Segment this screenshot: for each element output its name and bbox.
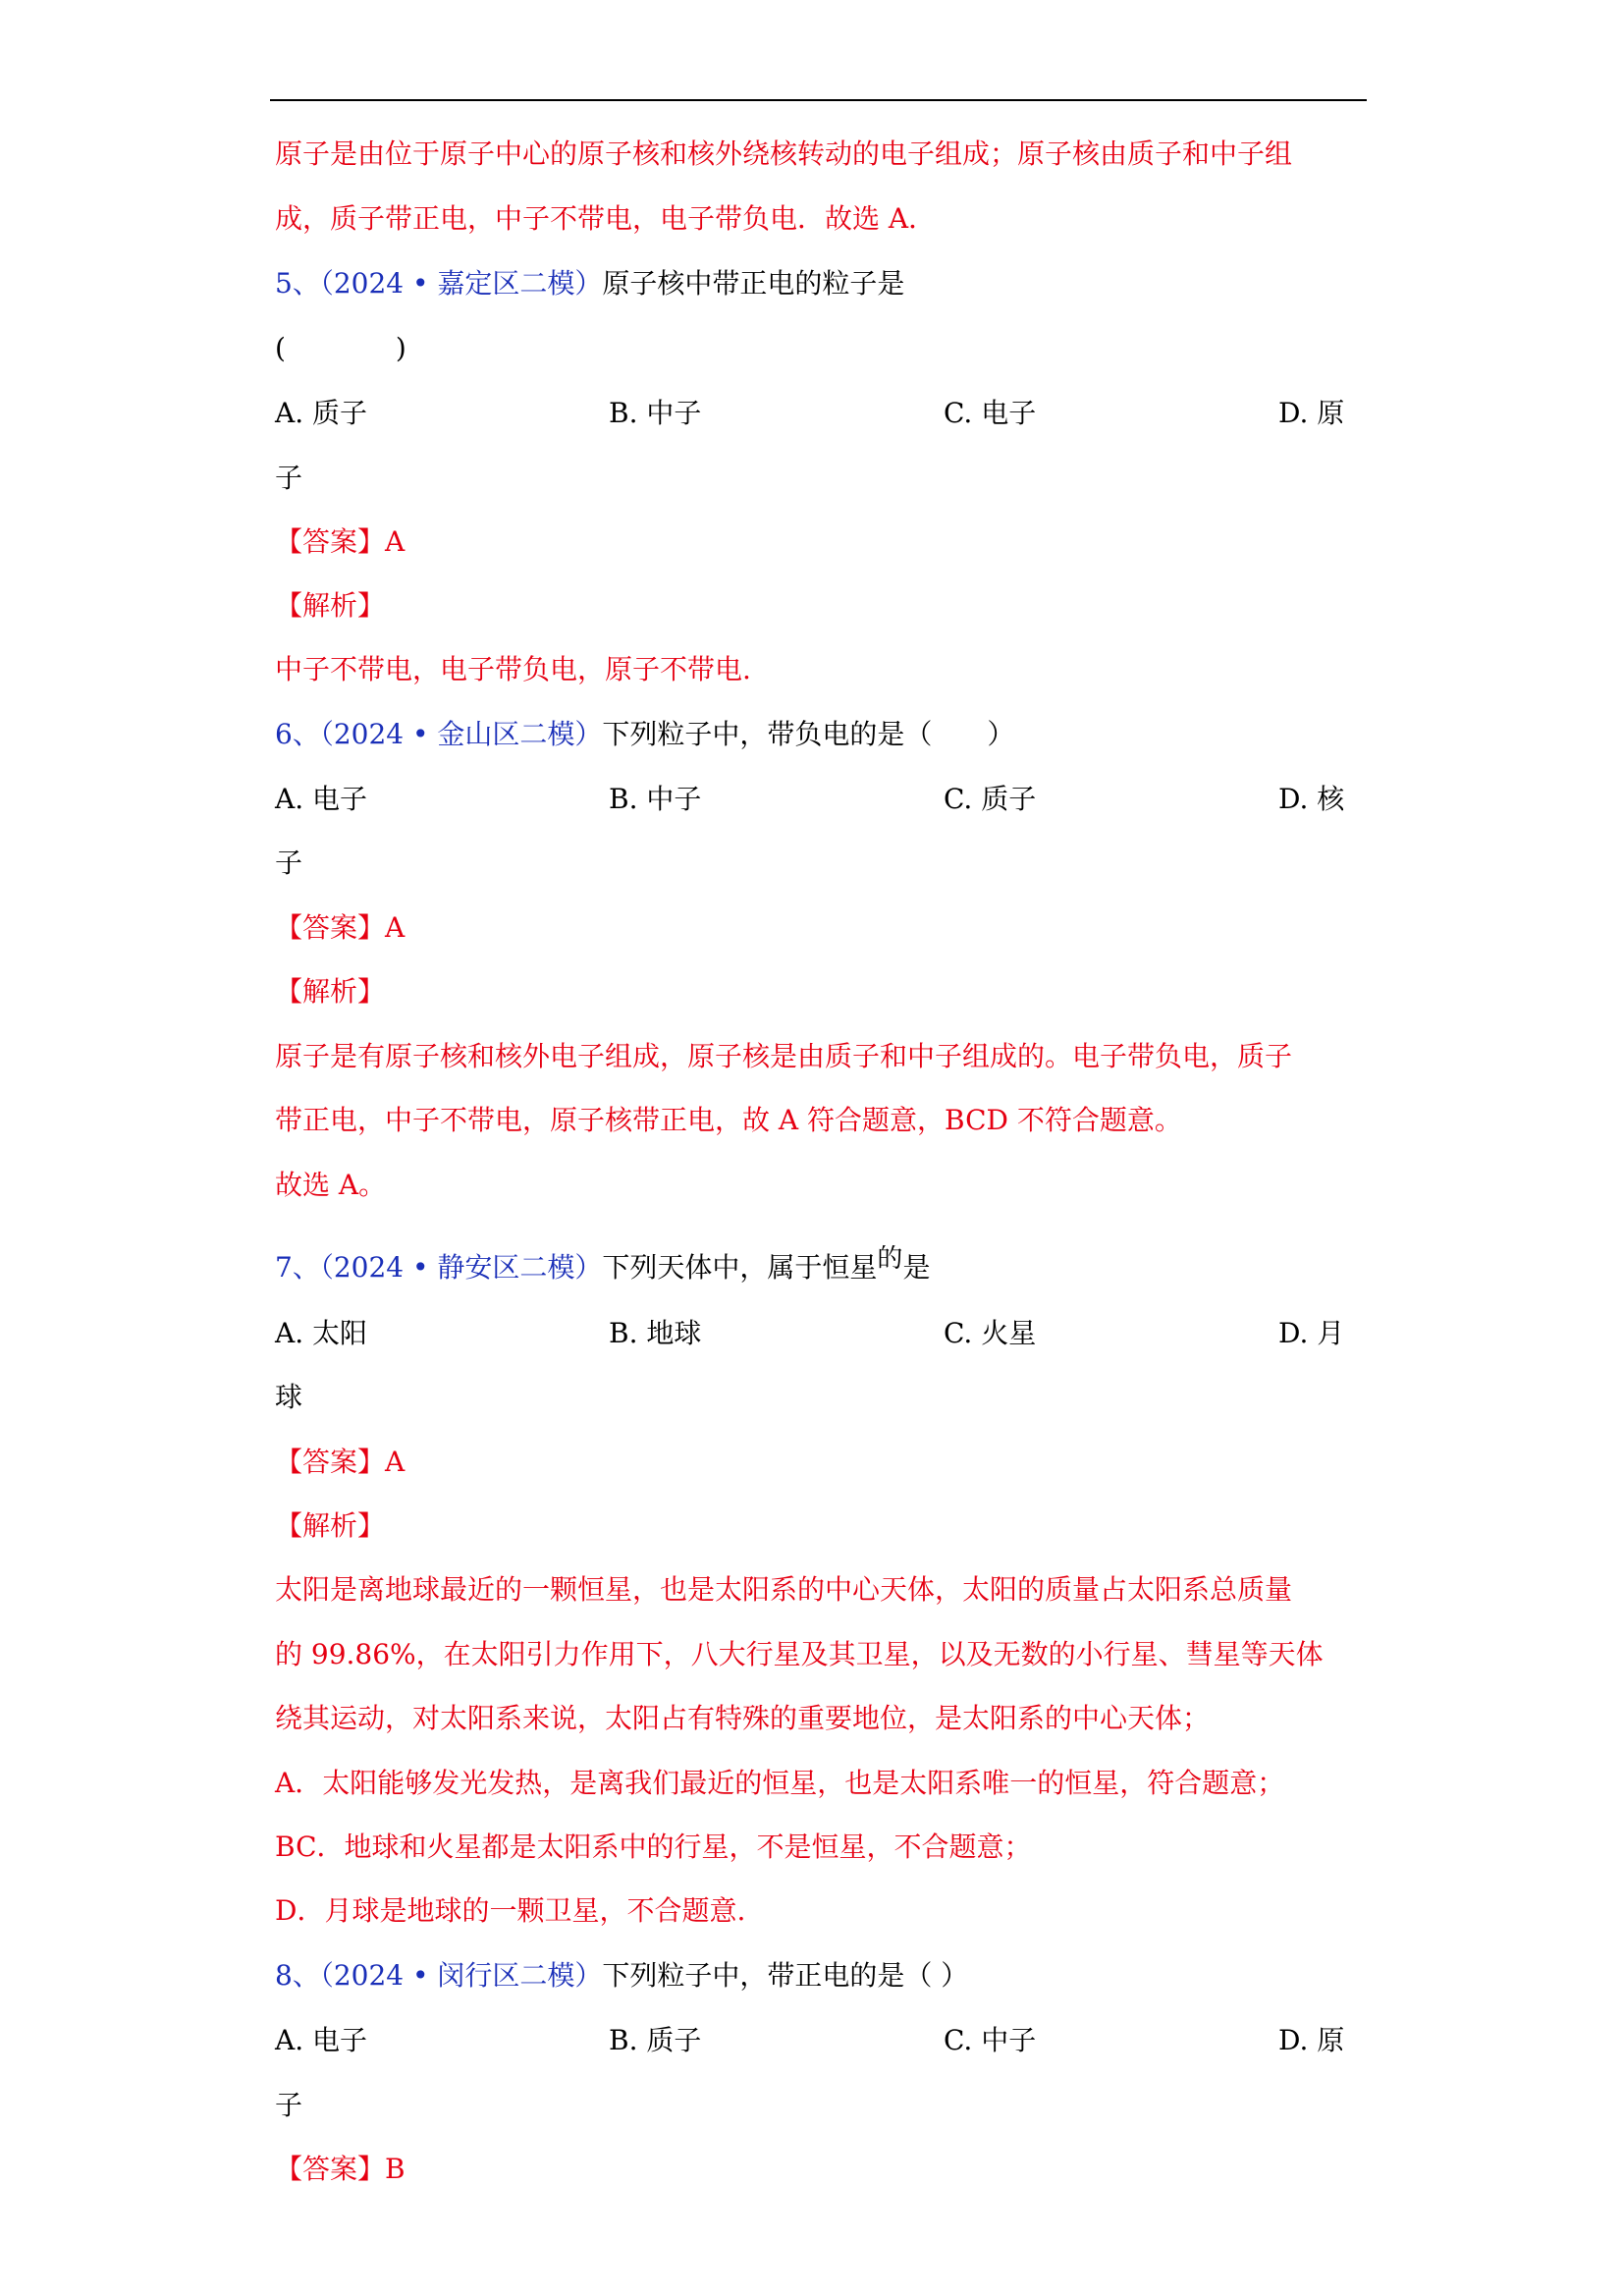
analysis-line: 原子是有原子核和核外电子组成，原子核是由质子和中子组成的。电子带负电，质子: [275, 1040, 1293, 1072]
analysis-line: D．月球是地球的一颗卫星，不合题意.: [275, 1894, 746, 1927]
question-text: 下列天体中，属于恒星: [602, 1251, 878, 1284]
question-source: （2024 • 闵行区二模）: [319, 1959, 603, 1992]
question-number: 6、: [275, 718, 320, 750]
analysis-tag: 【解析】: [275, 975, 386, 1008]
answer-tag: 【答案】: [275, 525, 386, 558]
question-text-end: 是: [902, 1251, 931, 1284]
answer-value: A: [385, 1446, 406, 1478]
question-number: 7、: [275, 1251, 320, 1284]
option-a: A. 电子: [275, 2024, 368, 2056]
option-d-wrap: 子: [275, 847, 303, 879]
option-a: A. 质子: [275, 397, 368, 429]
option-a: A. 太阳: [275, 1317, 368, 1349]
option-c: C. 质子: [944, 783, 1037, 815]
option-d-wrap: 子: [275, 462, 303, 494]
answer-line: [275, 2153, 406, 2186]
option-d: D. 月: [1278, 1317, 1345, 1349]
option-b: B. 中子: [609, 783, 702, 815]
option-d-wrap: 子: [275, 2089, 303, 2121]
analysis-line: A．太阳能够发光发热，是离我们最近的恒星，也是太阳系唯一的恒星，符合题意；: [275, 1767, 1285, 1799]
question-text: 下列粒子中，带负电的是（ ）: [602, 718, 1015, 750]
answer-tag: 【答案】: [275, 1446, 386, 1478]
answer-value: B: [385, 2153, 406, 2185]
option-c: C. 中子: [944, 2024, 1037, 2056]
option-d: D. 原: [1278, 2024, 1345, 2056]
question-source: （2024 • 静安区二模）: [319, 1251, 603, 1284]
option-b: B. 中子: [609, 397, 702, 429]
question-5-stem: [275, 267, 904, 301]
analysis-line: 故选 A。: [275, 1169, 387, 1201]
question-5-blank: ( ): [275, 332, 406, 364]
option-c: C. 电子: [944, 397, 1037, 429]
option-a: A. 电子: [275, 783, 368, 815]
option-b: B. 质子: [609, 2024, 702, 2056]
answer-value: A: [385, 525, 406, 558]
answer-value: A: [385, 911, 406, 944]
option-d-wrap: 球: [275, 1381, 303, 1413]
answer-line: [275, 525, 405, 559]
question-number: 8、: [275, 1959, 320, 1992]
question-6-stem: [275, 718, 1014, 751]
analysis-line: BC．地球和火星都是太阳系中的行星，不是恒星，不合题意；: [275, 1831, 1032, 1863]
question-8-stem: [275, 1959, 968, 1993]
analysis-line: 带正电，中子不带电，原子核带正电，故 A 符合题意，BCD 不符合题意。: [275, 1104, 1182, 1136]
analysis-line: 绕其运动，对太阳系来说，太阳占有特殊的重要地位，是太阳系的中心天体；: [275, 1702, 1211, 1734]
option-b: B. 地球: [609, 1317, 702, 1349]
carry-over-line-1: 原子是由位于原子中心的原子核和核外绕核转动的电子组成；原子核由质子和中子组: [275, 137, 1293, 170]
header-rule: [270, 99, 1367, 101]
carry-over-line-2: 成，质子带正电，中子不带电，电子带负电．故选 A．: [275, 202, 937, 235]
question-text: 原子核中带正电的粒子是: [602, 267, 905, 300]
question-text: 下列粒子中，带正电的是（ ）: [602, 1959, 969, 1992]
analysis-line: 太阳是离地球最近的一颗恒星，也是太阳系的中心天体，太阳的质量占太阳系总质量: [275, 1573, 1293, 1606]
answer-tag: 【答案】: [275, 911, 386, 944]
analysis-tag: 【解析】: [275, 1509, 386, 1542]
question-number: 5、: [275, 267, 320, 300]
option-d: D. 核: [1278, 783, 1345, 815]
option-d: D. 原: [1278, 397, 1345, 429]
question-source: （2024 • 金山区二模）: [319, 718, 603, 750]
question-source: （2024 • 嘉定区二模）: [319, 267, 603, 300]
answer-line: [275, 1446, 405, 1479]
superscript-char: 的: [877, 1244, 903, 1274]
analysis-line: 的 99.86%，在太阳引力作用下，八大行星及其卫星，以及无数的小行星、彗星等天体: [275, 1638, 1324, 1670]
question-7-stem: [275, 1244, 931, 1285]
answer-line: [275, 911, 405, 945]
analysis-line: 中子不带电，电子带负电，原子不带电.: [275, 653, 751, 685]
option-c: C. 火星: [944, 1317, 1037, 1349]
analysis-tag: 【解析】: [275, 589, 386, 622]
answer-tag: 【答案】: [275, 2153, 386, 2185]
